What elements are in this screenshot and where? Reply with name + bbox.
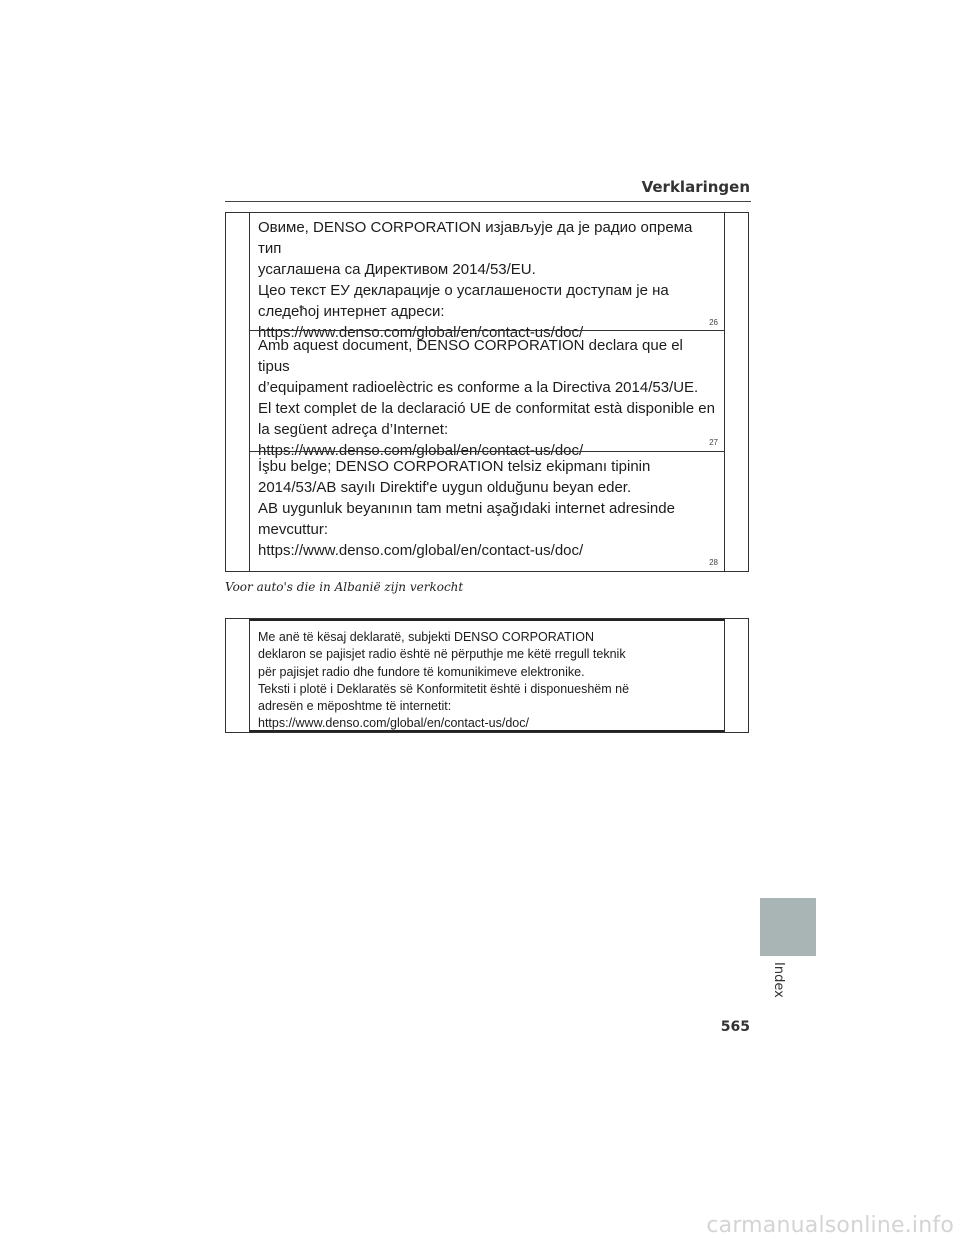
declaration-line: adresën e mëposhtme të internetit: — [258, 699, 452, 714]
declaration-url: https://www.denso.com/global/en/contact-us/doc/ — [258, 542, 584, 559]
index-tab-label[interactable]: Index — [771, 962, 786, 998]
declaration-line: la següent adreça d’Internet: — [258, 421, 449, 438]
declaration-line: mevcuttur: — [258, 521, 329, 538]
declaration-line: AB uygunluk beyanının tam metni aşağıdaki internet adresinde — [258, 500, 675, 517]
declaration-number: 26 — [709, 318, 718, 327]
albania-declaration — [249, 619, 725, 732]
section-title: Verklaringen — [641, 178, 750, 196]
page-number: 565 — [720, 1019, 750, 1035]
declaration-serbian — [250, 213, 724, 341]
watermark: carmanualsonline.info — [706, 1213, 954, 1238]
declaration-line: Цео текст ЕУ декларације о усаглашености доступам је на — [258, 282, 669, 299]
declarations-frame — [225, 212, 749, 572]
index-tab[interactable] — [760, 898, 816, 956]
declaration-line: Овиме, DENSO CORPORATION изјављује да је радио опрема тип — [258, 219, 693, 257]
declaration-catalan — [250, 330, 724, 459]
declaration-url: https://www.denso.com/global/en/contact-us/doc/ — [258, 716, 529, 731]
declarations-inner — [249, 213, 725, 571]
declaration-url: https://www.denso.com/global/en/contact-us/doc/ — [258, 324, 584, 341]
declaration-line: 2014/53/AB sayılı Direktif'e uygun olduğunu beyan eder. — [258, 479, 632, 496]
declaration-number: 28 — [709, 558, 718, 567]
declaration-line: për pajisjet radio dhe fundore të komunikimeve elektronike. — [258, 664, 585, 679]
declaration-line: Amb aquest document, DENSO CORPORATION declara que el tipus — [258, 337, 683, 375]
declaration-line: Teksti i plotë i Deklaratës së Konformitetit është i disponueshëm në — [258, 681, 630, 696]
declaration-line: deklaron se pajisjet radio është në përputhje me këtë rregull teknik — [258, 647, 626, 662]
declaration-line: Me anë të kësaj deklaratë, subjekti DENSO CORPORATION — [258, 630, 594, 644]
declaration-line: İşbu belge; DENSO CORPORATION telsiz ekipmanı tipinin — [258, 458, 651, 475]
declaration-line: усаглашена са Директивом 2014/53/EU. — [258, 261, 536, 278]
declaration-line: d’equipament radioelèctric es conforme a la Directiva 2014/53/UE. — [258, 379, 699, 396]
declaration-url: https://www.denso.com/global/en/contact-us/doc/ — [258, 442, 584, 459]
header-divider — [225, 201, 751, 202]
declaration-number: 27 — [709, 438, 718, 447]
declaration-line: следећој интернет адреси: — [258, 303, 445, 320]
declaration-text — [250, 621, 724, 733]
declaration-turkish — [250, 451, 724, 571]
albania-caption: Voor auto's die in Albanië zijn verkocht — [225, 580, 464, 594]
albania-frame — [225, 618, 749, 733]
declaration-line: El text complet de la declaració UE de conformitat està disponible en — [258, 400, 715, 417]
